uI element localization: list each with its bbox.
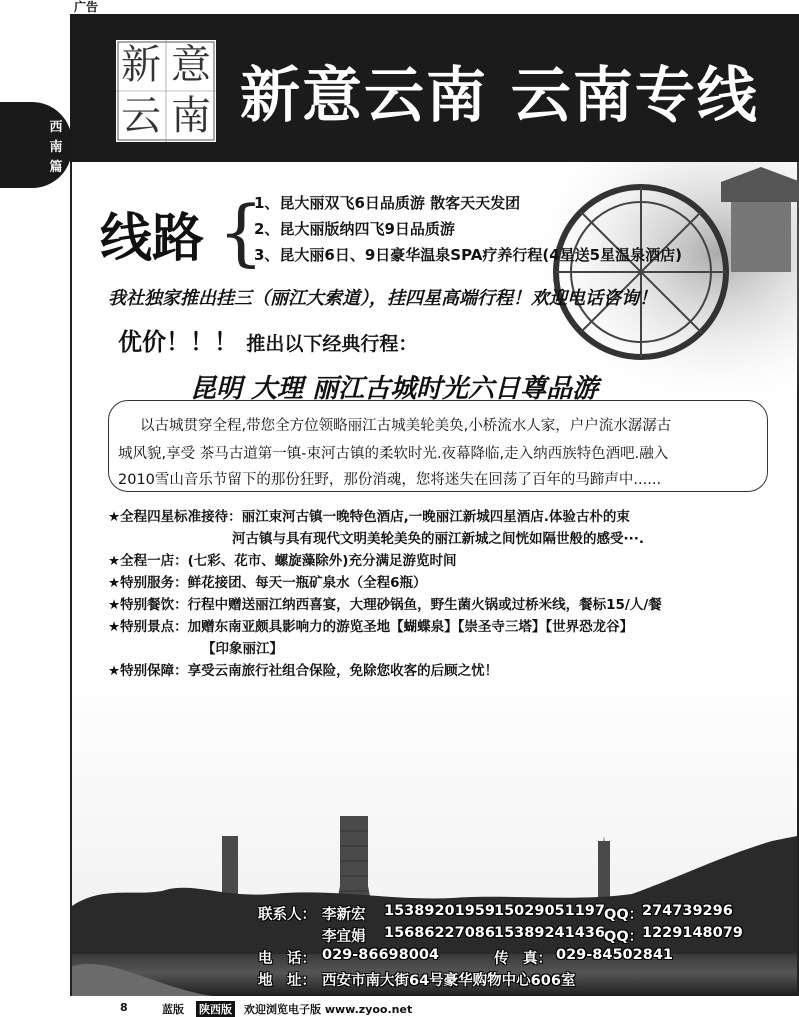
routes-title: 线路 [100,209,205,269]
best-price-label: 优价 [118,328,166,356]
feature-value: 鲜花接团、每天一瓶矿泉水（全程6瓶） [187,575,427,591]
route-item: 1、昆大丽双飞6日品质游 散客天天发团 [254,194,521,212]
feature-value: 【印象丽江】 [202,641,283,657]
contact-qq: 1229148079 [642,925,743,941]
feature-value: (七彩、花市、螺旋藻除外)充分满足游览时间 [187,553,457,569]
side-tab-char: 篇 [49,160,63,175]
exclusive-offer: 我社独家推出挂三（丽江大索道），挂四星高端行程！欢迎电话咨询！ [108,288,657,309]
feature-item [108,659,498,679]
side-tab-char: 南 [49,140,63,155]
fax-label: 传 真： [494,951,552,967]
feature-item [108,505,630,525]
feature-label: ★全程四星标准接待： [108,509,242,525]
feature-item [108,593,662,613]
feature-item [108,571,427,591]
tour-title: 昆明 大理 丽江古城时光六日尊品游 [190,374,599,404]
contact-phone: 15389201959 [384,903,495,919]
description-line: 2010雪山音乐节留下的那份狂野，那份消魂，您将迷失在回荡了百年的马蹄声中...... [118,472,662,488]
address-label: 地 址： [258,973,316,989]
contact-name: 李宜娟 [322,929,366,945]
logo [116,40,216,142]
description-line: 以古城贯穿全程,带您全方位领略丽江古城美轮美奂,小桥流水人家，户户流水潺潺古 [140,418,672,434]
footer [0,998,799,1017]
headline: 新意云南 云南专线 [240,61,759,131]
description-line: 城风貌,享受 茶马古道第一镇-束河古镇的柔软时光.夜幕降临,走入纳西族特色酒吧.融入 [118,446,669,462]
best-price-sub: 推出以下经典行程： [246,333,418,355]
feature-value: 享受云南旅行社组合保险，免除您收客的后顾之忧！ [187,663,499,679]
contact-phone: 15029051197 [494,903,605,919]
tel-label: 电 话： [258,951,316,967]
page-number: 8 [120,1001,128,1014]
contact-phone: 15389241436 [494,925,605,941]
waterwheel-illustration [521,162,799,392]
feature-item [108,615,633,635]
feature-value: 丽江束河古镇一晚特色酒店,一晚丽江新城四星酒店.体验古朴的束 [241,509,630,525]
side-tab [0,102,72,188]
logo-char: 意 [171,42,211,88]
contact-label: 联系人： [258,907,316,923]
tel-number: 029-86698004 [322,947,439,963]
feature-label: ★特别保障： [108,663,188,679]
side-tab-char: 西 [49,120,63,135]
best-price-heading [118,322,417,357]
feature-value: 河古镇与具有现代文明美轮美奂的丽江新城之间恍如隔世般的感受···. [232,531,645,547]
feature-label: ★特别景点： [108,619,188,635]
logo-char: 新 [121,42,161,88]
contact-qq-label: QQ： [604,929,644,945]
feature-item [202,637,283,657]
contact-name: 李新宏 [322,907,366,923]
route-item: 3、昆大丽6日、9日豪华温泉SPA疗养行程(4星送5星温泉酒店) [254,246,682,264]
contact-qq: 274739296 [642,903,733,919]
logo-char: 南 [171,93,211,139]
best-price-marks: ！！！ [166,328,238,356]
logo-char: 云 [121,93,161,139]
feature-label: ★特别餐饮： [108,597,188,613]
feature-value: 行程中赠送丽江纳西喜宴，大理砂锅鱼，野生菌火锅或过桥米线，餐标15/人/餐 [187,597,662,613]
feature-label: ★全程一店： [108,553,188,569]
route-item: 2、昆大丽版纳四飞9日品质游 [254,220,455,238]
footer-text: 欢迎浏览电子版 www.zyoo.net [244,1003,413,1016]
brace-symbol: { [218,190,264,274]
feature-item [108,549,456,569]
ad-tag: 广告 [70,0,122,14]
region-badge: 陕西版 [196,1001,235,1017]
contact-qq-label: QQ： [604,907,644,923]
edition-label: 蓝版 [162,1003,184,1016]
fax-number: 029-84502841 [556,947,673,963]
address: 西安市南大街64号豪华购物中心606室 [322,973,576,989]
feature-label: ★特别服务： [108,575,188,591]
feature-value: 加赠东南亚颇具影响力的游览圣地【蝴蝶泉】【崇圣寺三塔】【世界恐龙谷】 [187,619,634,635]
contact-phone: 15686227086 [384,925,495,941]
feature-item [232,527,644,547]
